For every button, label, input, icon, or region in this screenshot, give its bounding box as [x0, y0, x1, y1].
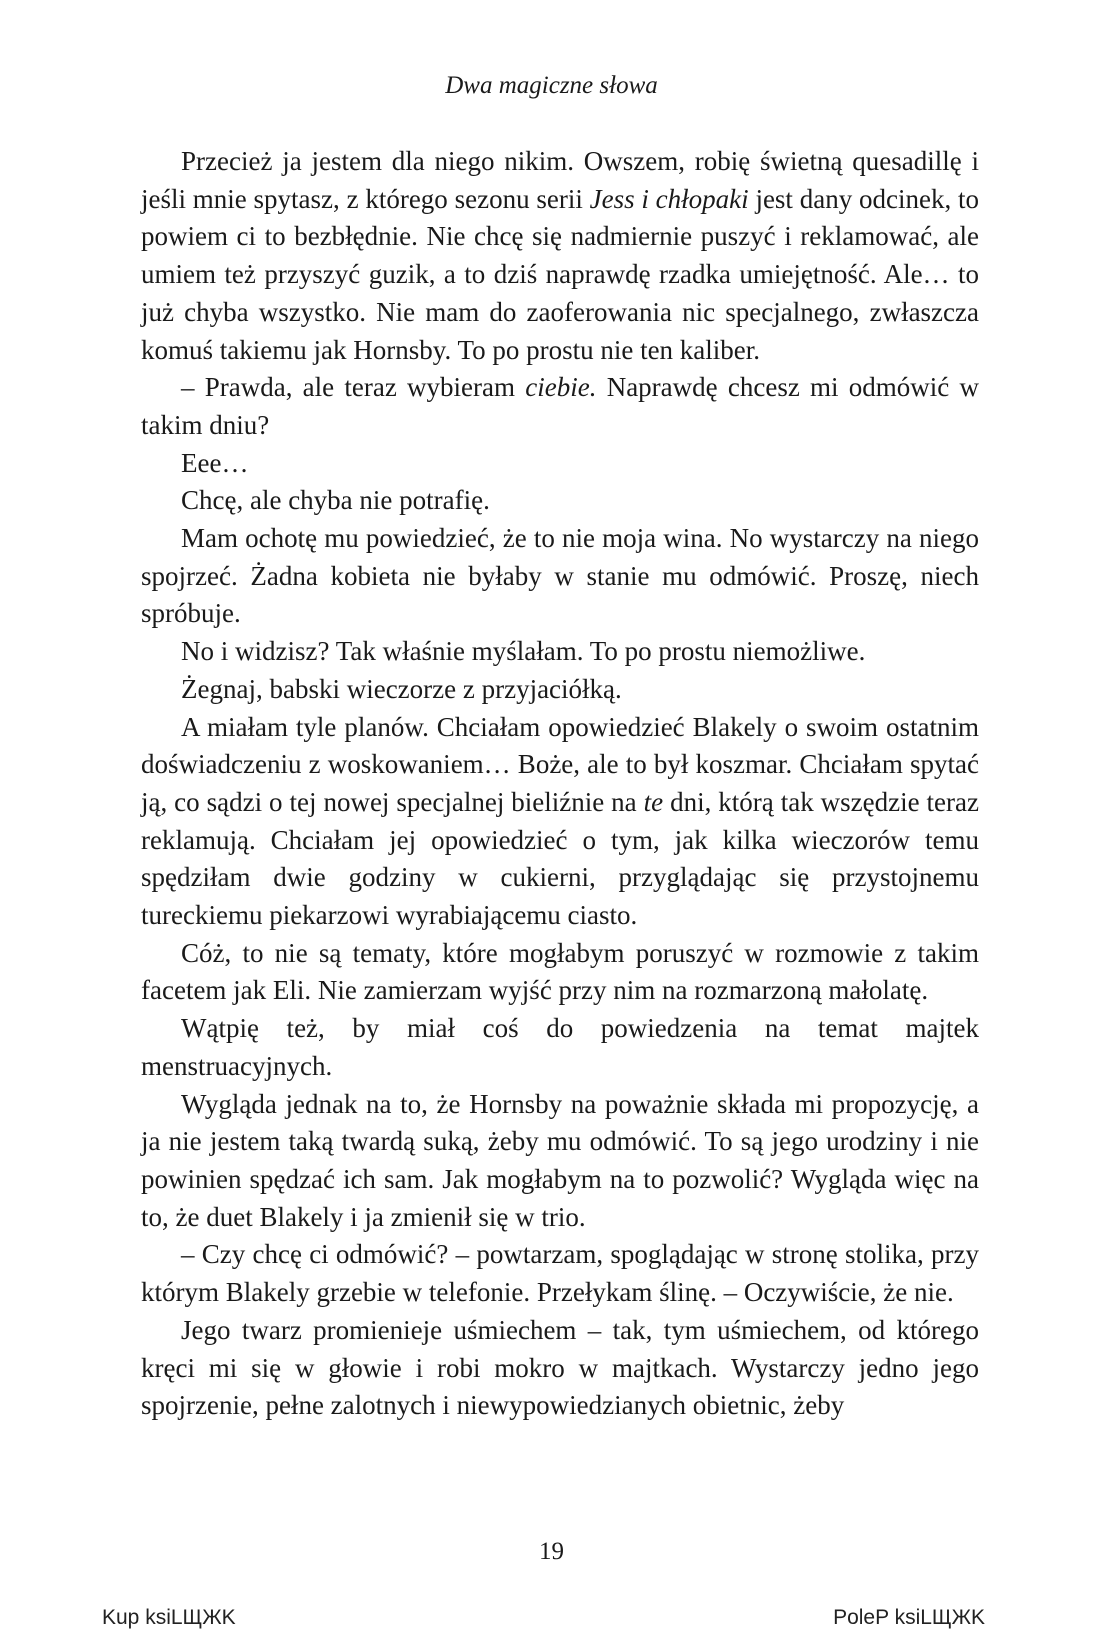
text-run: Wygląda jednak na to, że Hornsby na poważnie składa mi propozycję, a ja nie jestem taką twardą suką, żeby mu odmówić. To są jego urodziny i nie powinien spędzać ich sam. Jak mogłabym na to pozwolić? Wygląda więc na to, że duet Blakely i ja zmienił się w trio. [141, 1088, 979, 1232]
paragraph [141, 671, 979, 709]
text-run: jest dany odcinek, to powiem ci to bezbłędnie. Nie chcę się nadmiernie puszyć i reklamować, ale umiem też przyszyć guzik, a to dziś naprawdę rzadka umiejętność. Ale… to już chyba wszystko. Nie mam do zaoferowania nic specjalnego, zwłaszcza komuś takiemu jak Hornsby. To po prostu nie ten kaliber. [141, 183, 979, 365]
text-run: dni, którą tak wszędzie teraz reklamują. Chciałam jej opowiedzieć o tym, jak kilka wieczorów temu spędziłam dwie godziny w cukierni, przyglądając się przystojnemu tureckiemu piekarzowi wyrabiającemu ciasto. [141, 786, 979, 931]
paragraph [141, 1236, 979, 1311]
text-run: Wątpię też, by miał coś do powiedzenia na temat majtek menstruacyjnych. [141, 1013, 979, 1081]
paragraph [141, 482, 979, 520]
paragraph [141, 445, 979, 483]
text-run: Cóż, to nie są tematy, które mogłabym poruszyć w rozmowie z takim facetem jak Eli. Nie zamierzam wyjść przy nim na rozmarzoną małolatę. [141, 937, 979, 1006]
recommend-book-link[interactable]: PoleP ksiLЩЖK [833, 1606, 985, 1629]
text-run: Eee… [181, 447, 249, 478]
text-run: Żegnaj, babski wieczorze z przyjaciółką. [181, 673, 622, 704]
paragraph [141, 143, 979, 369]
running-head: Dwa magiczne słowa [445, 72, 658, 99]
italic-text: Jess i chłopaki [589, 183, 749, 214]
paragraph [141, 369, 979, 444]
text-run: Naprawdę chcesz mi odmówić w takim dniu? [141, 372, 979, 440]
paragraph [141, 709, 979, 935]
text-run: Przecież ja jestem dla niego nikim. Owszem, robię świetną quesadillę i jeśli mnie spytasz, z którego sezonu serii [141, 146, 979, 214]
paragraph [141, 1312, 979, 1425]
paragraph [141, 633, 979, 671]
text-run: Mam ochotę mu powiedzieć, że to nie moja wina. No wystarczy na niego spojrzeć. Żadna kobieta nie byłaby w stanie mu odmówić. Proszę, niech spróbuje. [141, 523, 979, 629]
italic-text: ciebie. [525, 372, 597, 403]
page-number: 19 [539, 1538, 564, 1565]
text-run: No i widzisz? Tak właśnie myślałam. To po prostu niemożliwe. [181, 636, 866, 667]
buy-book-link[interactable]: Kup ksiLЩЖK [102, 1606, 236, 1629]
italic-text: te [643, 786, 664, 817]
text-run: – Prawda, ale teraz wybieram [181, 372, 526, 403]
paragraph [141, 1010, 979, 1085]
paragraph [141, 935, 979, 1010]
text-run: Jego twarz promienieje uśmiechem – tak, tym uśmiechem, od którego kręci mi się w głowie i robi mokro w majtkach. Wystarczy jedno jego spojrzenie, pełne zalotnych i niewypowiedzianych obietnic, żeby [141, 1314, 979, 1421]
body-text [141, 143, 979, 1425]
paragraph [141, 520, 979, 633]
paragraph [141, 1086, 979, 1237]
text-run: Chcę, ale chyba nie potrafię. [181, 485, 490, 516]
text-run: – Czy chcę ci odmówić? – powtarzam, spoglądając w stronę stolika, przy którym Blakely grzebie w telefonie. Przełykam ślinę. – Oczywiście, że nie. [141, 1239, 979, 1308]
text-run: A miałam tyle planów. Chciałam opowiedzieć Blakely o swoim ostatnim doświadczeniu z woskowaniem… Boże, ale to był koszmar. Chciałam spytać ją, co sądzi o tej nowej specjalnej bieliźnie na [141, 711, 979, 817]
